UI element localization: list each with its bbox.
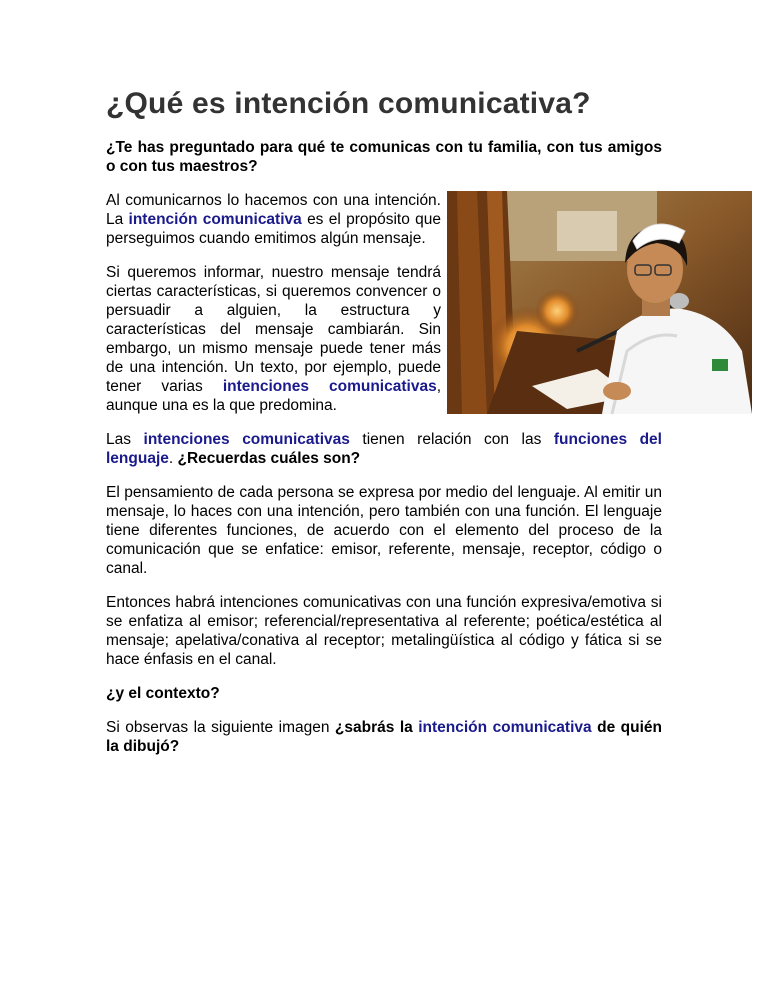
text-run: , aunque una es la que predomina.: [106, 378, 441, 414]
question-text: ¿Recuerdas cuáles son?: [177, 450, 361, 467]
text-run: Al comunicarnos lo hacemos con una intención. La: [106, 192, 441, 228]
term-intencion-comunicativa: intención comunicativa: [128, 211, 302, 228]
paragraph-language-functions: [106, 483, 662, 578]
text-run: El pensamiento de cada persona se expresa por medio del lenguaje. Al emitir un mensaje, lo haces con una intención, pero también con una función. El lenguaje tiene diferentes funciones, de acuerdo con el elemento del proceso de la comunicación que se enfatice: emisor, referente, mensaje, receptor, código o canal.: [106, 484, 662, 577]
question-text: ¿sabrás la: [334, 719, 419, 736]
term-funciones-del-lenguaje: funciones del lenguaje: [106, 431, 662, 467]
paragraph-question: [106, 138, 662, 176]
photo-nurse-speaking-at-podium: [447, 191, 752, 414]
text-run: .: [168, 450, 178, 467]
term-intencion-comunicativa: intención comunicativa: [418, 719, 592, 736]
term-intenciones-comunicativas: intenciones comunicativas: [143, 431, 350, 448]
text-run: tienen relación con las: [349, 431, 554, 448]
text-run: Las: [106, 431, 144, 448]
page-title: ¿Qué es intención comunicativa?: [106, 87, 591, 120]
text-run: es el propósito que perseguimos cuando emitimos algún mensaje.: [106, 211, 441, 247]
paragraph-context-question: [106, 684, 662, 703]
text-run: Entonces habrá intenciones comunicativas con una función expresiva/emotiva si se enfatiza al emisor; referencial/representativa al referente; poética/estética al mensaje; apelativa/conativa al receptor; metalingüística al código y fática si se hace énfasis en el canal.: [106, 594, 662, 668]
text-run: Si queremos informar, nuestro mensaje tendrá ciertas características, si queremos convencer o persuadir a alguien, la estructura y características del mensaje cambiarán. Sin embargo, un mismo mensaje puede tener más de una intención. Un texto, por ejemplo, puede tener varias: [106, 264, 441, 395]
paragraph-function-list: [106, 593, 662, 669]
term-intenciones-comunicativas: intenciones comunicativas: [222, 378, 437, 395]
document-content: [106, 84, 662, 771]
paragraph-image-question: [106, 718, 662, 756]
question-text: de quién la dibujó?: [106, 719, 662, 755]
paragraph-functions: [106, 430, 662, 468]
question-text: ¿y el contexto?: [106, 685, 220, 702]
question-text: ¿Te has preguntado para qué te comunicas con tu familia, con tus amigos o con tus maestros?: [106, 139, 662, 175]
text-run: Si observas la siguiente imagen: [106, 719, 335, 736]
